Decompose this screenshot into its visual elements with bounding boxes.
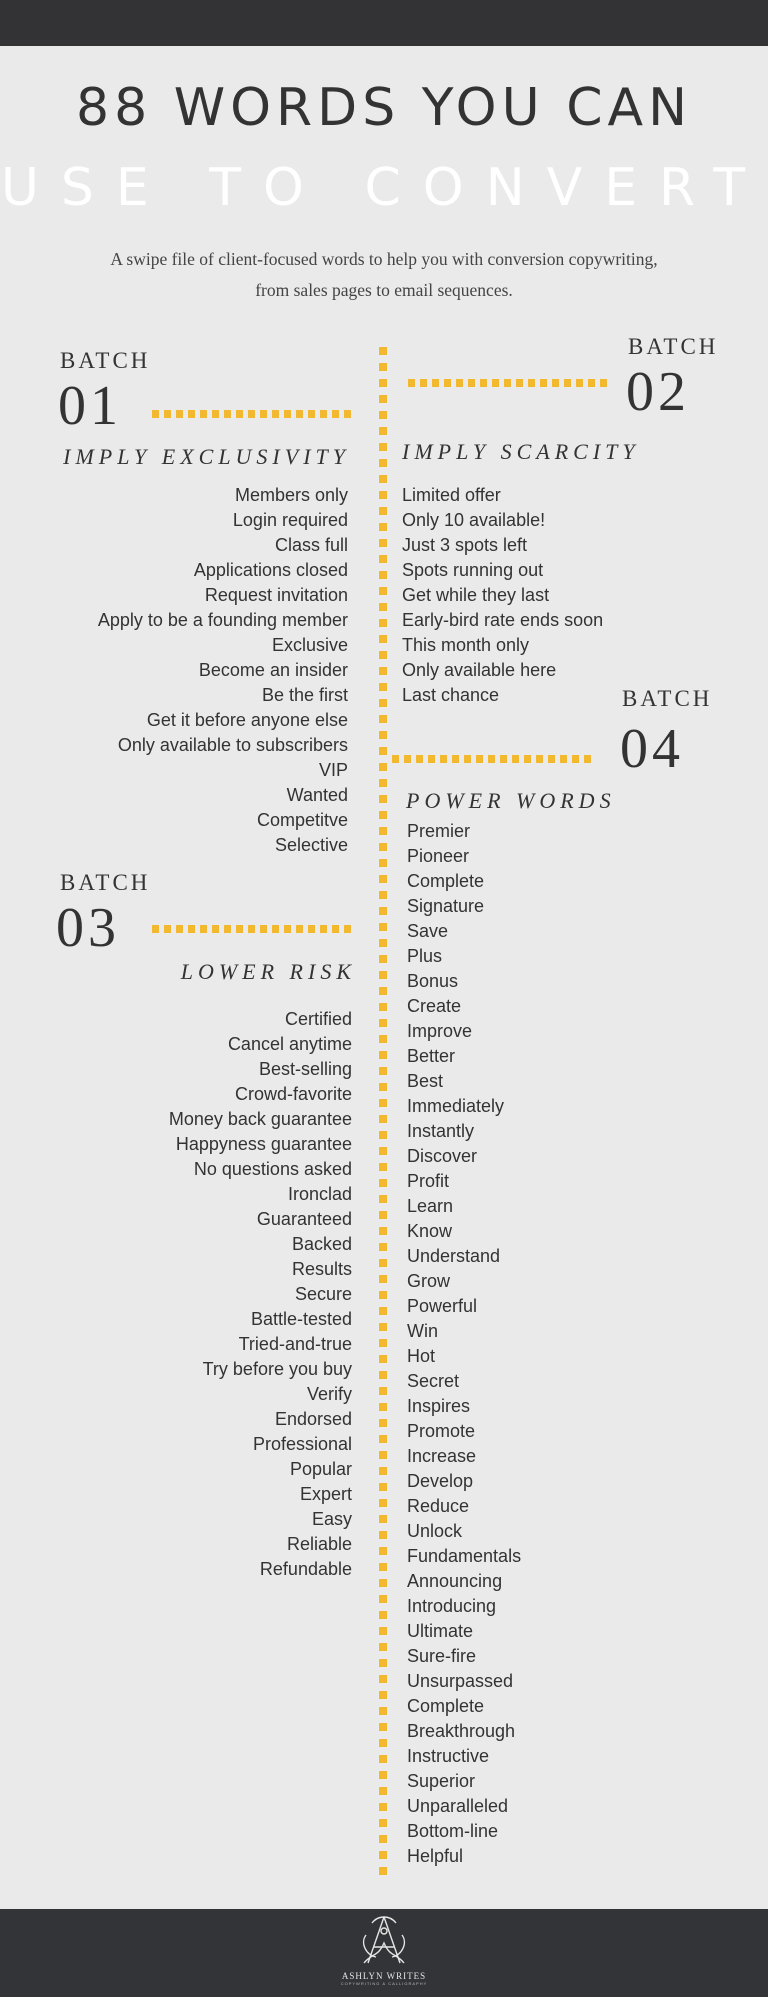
batch-01-title: IMPLY EXCLUSIVITY	[63, 444, 350, 469]
word-item: Login required	[232, 510, 348, 530]
word-item: Ironclad	[287, 1184, 352, 1204]
word-item: Spots running out	[402, 560, 544, 580]
word-item: Superior	[407, 1771, 476, 1791]
word-item: Grow	[407, 1271, 451, 1291]
word-item: Learn	[407, 1196, 454, 1216]
batch-01-number: 01	[58, 375, 122, 437]
word-item: Pioneer	[407, 846, 470, 866]
word-item: Unsurpassed	[407, 1671, 514, 1691]
footer-logo	[334, 1913, 434, 1989]
word-item: Secret	[407, 1371, 460, 1391]
word-item: Introducing	[407, 1596, 497, 1616]
batch-03-dotted-connector	[152, 925, 354, 933]
word-item: Crowd-favorite	[234, 1084, 352, 1104]
word-item: Best	[407, 1071, 444, 1091]
word-item: Only available here	[402, 660, 557, 680]
word-item: Expert	[299, 1484, 352, 1504]
batch-04-dotted-connector	[392, 755, 594, 763]
word-item: Bottom-line	[407, 1821, 499, 1841]
word-item: Improve	[407, 1021, 473, 1041]
word-item: Only 10 available!	[402, 510, 546, 530]
word-item: Profit	[407, 1171, 450, 1191]
word-item: Helpful	[407, 1846, 464, 1866]
word-item: Breakthrough	[407, 1721, 516, 1741]
word-item: Results	[291, 1259, 352, 1279]
word-item: Announcing	[407, 1571, 503, 1591]
word-item: Complete	[407, 1696, 485, 1716]
batch-01-dotted-connector	[152, 410, 354, 418]
word-item: Get it before anyone else	[146, 710, 348, 730]
intro-line1: A swipe file of client-focused words to help you with conversion copywriting,	[110, 249, 658, 269]
batch-03-number: 03	[56, 897, 120, 959]
logo-name: ASHLYN WRITES	[341, 1971, 427, 1981]
batch-02-title: IMPLY SCARCITY	[402, 439, 640, 464]
word-item: Tried-and-true	[238, 1334, 352, 1354]
batch-03-title: LOWER RISK	[180, 959, 356, 984]
word-item: Endorsed	[274, 1409, 352, 1429]
word-item: Reduce	[407, 1496, 470, 1516]
word-item: Hot	[407, 1346, 436, 1366]
word-item: Create	[407, 996, 462, 1016]
monogram-logo-icon	[358, 1913, 410, 1969]
word-item: Inspires	[407, 1396, 471, 1416]
word-item: Discover	[407, 1146, 478, 1166]
word-item: Only available to subscribers	[117, 735, 348, 755]
word-item: Plus	[407, 946, 443, 966]
word-item: Certified	[284, 1009, 352, 1029]
center-dotted-divider	[379, 347, 387, 1883]
word-item: Develop	[407, 1471, 474, 1491]
word-item: Battle-tested	[250, 1309, 352, 1329]
word-item: Verify	[306, 1384, 352, 1404]
word-item: Professional	[252, 1434, 352, 1454]
word-item: Better	[407, 1046, 456, 1066]
word-item: Class full	[274, 535, 348, 555]
word-item: Members only	[234, 485, 348, 505]
intro-line2: from sales pages to email sequences.	[255, 280, 513, 300]
word-item: Complete	[407, 871, 485, 891]
word-item: Money back guarantee	[168, 1109, 352, 1129]
word-item: This month only	[402, 635, 530, 655]
word-item: Guaranteed	[256, 1209, 352, 1229]
word-item: Become an insider	[198, 660, 348, 680]
word-item: Bonus	[407, 971, 459, 991]
word-item: Know	[407, 1221, 453, 1241]
intro-text	[84, 244, 684, 306]
word-item: Wanted	[286, 785, 348, 805]
word-item: Premier	[407, 821, 471, 841]
word-item: Sure-fire	[407, 1646, 477, 1666]
word-item: Limited offer	[402, 485, 501, 505]
batch-02-word-list	[402, 483, 603, 708]
batch-02-dotted-connector	[408, 379, 610, 387]
batch-04-title: POWER WORDS	[406, 788, 616, 813]
word-item: Increase	[407, 1446, 477, 1466]
word-item: Refundable	[259, 1559, 352, 1579]
word-item: Popular	[289, 1459, 352, 1479]
word-item: Selective	[274, 835, 348, 855]
word-item: Easy	[311, 1509, 352, 1529]
word-item: Reliable	[286, 1534, 352, 1554]
batch-03-label: BATCH	[60, 870, 151, 895]
batch-01-word-list	[98, 483, 348, 858]
word-item: Win	[407, 1321, 438, 1341]
batch-04-number: 04	[620, 718, 684, 780]
batch-02-number: 02	[626, 361, 690, 423]
batch-04-word-list	[407, 819, 521, 1869]
word-item: Fundamentals	[407, 1546, 522, 1566]
word-item: Get while they last	[402, 585, 550, 605]
word-item: Understand	[407, 1246, 501, 1266]
word-item: Be the first	[261, 685, 348, 705]
word-item: Exclusive	[271, 635, 348, 655]
word-item: Last chance	[402, 685, 500, 705]
word-item: Powerful	[407, 1296, 478, 1316]
top-bar	[0, 0, 768, 46]
word-item: Immediately	[407, 1096, 505, 1116]
word-item: Promote	[407, 1421, 476, 1441]
word-item: Try before you buy	[202, 1359, 352, 1379]
word-item: Backed	[291, 1234, 352, 1254]
word-item: Cancel anytime	[227, 1034, 352, 1054]
word-item: Ultimate	[407, 1621, 474, 1641]
word-item: Secure	[294, 1284, 352, 1304]
footer-bar	[0, 1909, 768, 1997]
page-title-line1: 88 WORDS YOU CAN	[76, 78, 692, 138]
page-title-line2: USE TO CONVERT	[0, 158, 768, 218]
word-item: Early-bird rate ends soon	[402, 610, 604, 630]
batch-04-label: BATCH	[622, 686, 713, 711]
word-item: Applications closed	[193, 560, 348, 580]
logo-subtitle: COPYWRITING & CALLIGRAPHY	[340, 1981, 428, 1986]
word-item: Unlock	[407, 1521, 463, 1541]
word-item: Happyness guarantee	[175, 1134, 352, 1154]
batch-02-label: BATCH	[628, 334, 719, 359]
word-item: VIP	[318, 760, 348, 780]
word-item: Unparalleled	[407, 1796, 509, 1816]
word-item: Best-selling	[258, 1059, 352, 1079]
batch-01-label: BATCH	[60, 348, 151, 373]
word-item: Signature	[407, 896, 485, 916]
word-item: No questions asked	[193, 1159, 352, 1179]
word-item: Apply to be a founding member	[97, 610, 348, 630]
word-item: Instructive	[407, 1746, 490, 1766]
word-item: Competitve	[256, 810, 348, 830]
word-item: Just 3 spots left	[402, 535, 528, 555]
word-item: Request invitation	[204, 585, 348, 605]
batch-03-word-list	[169, 1007, 352, 1582]
word-item: Save	[407, 921, 449, 941]
word-item: Instantly	[407, 1121, 475, 1141]
